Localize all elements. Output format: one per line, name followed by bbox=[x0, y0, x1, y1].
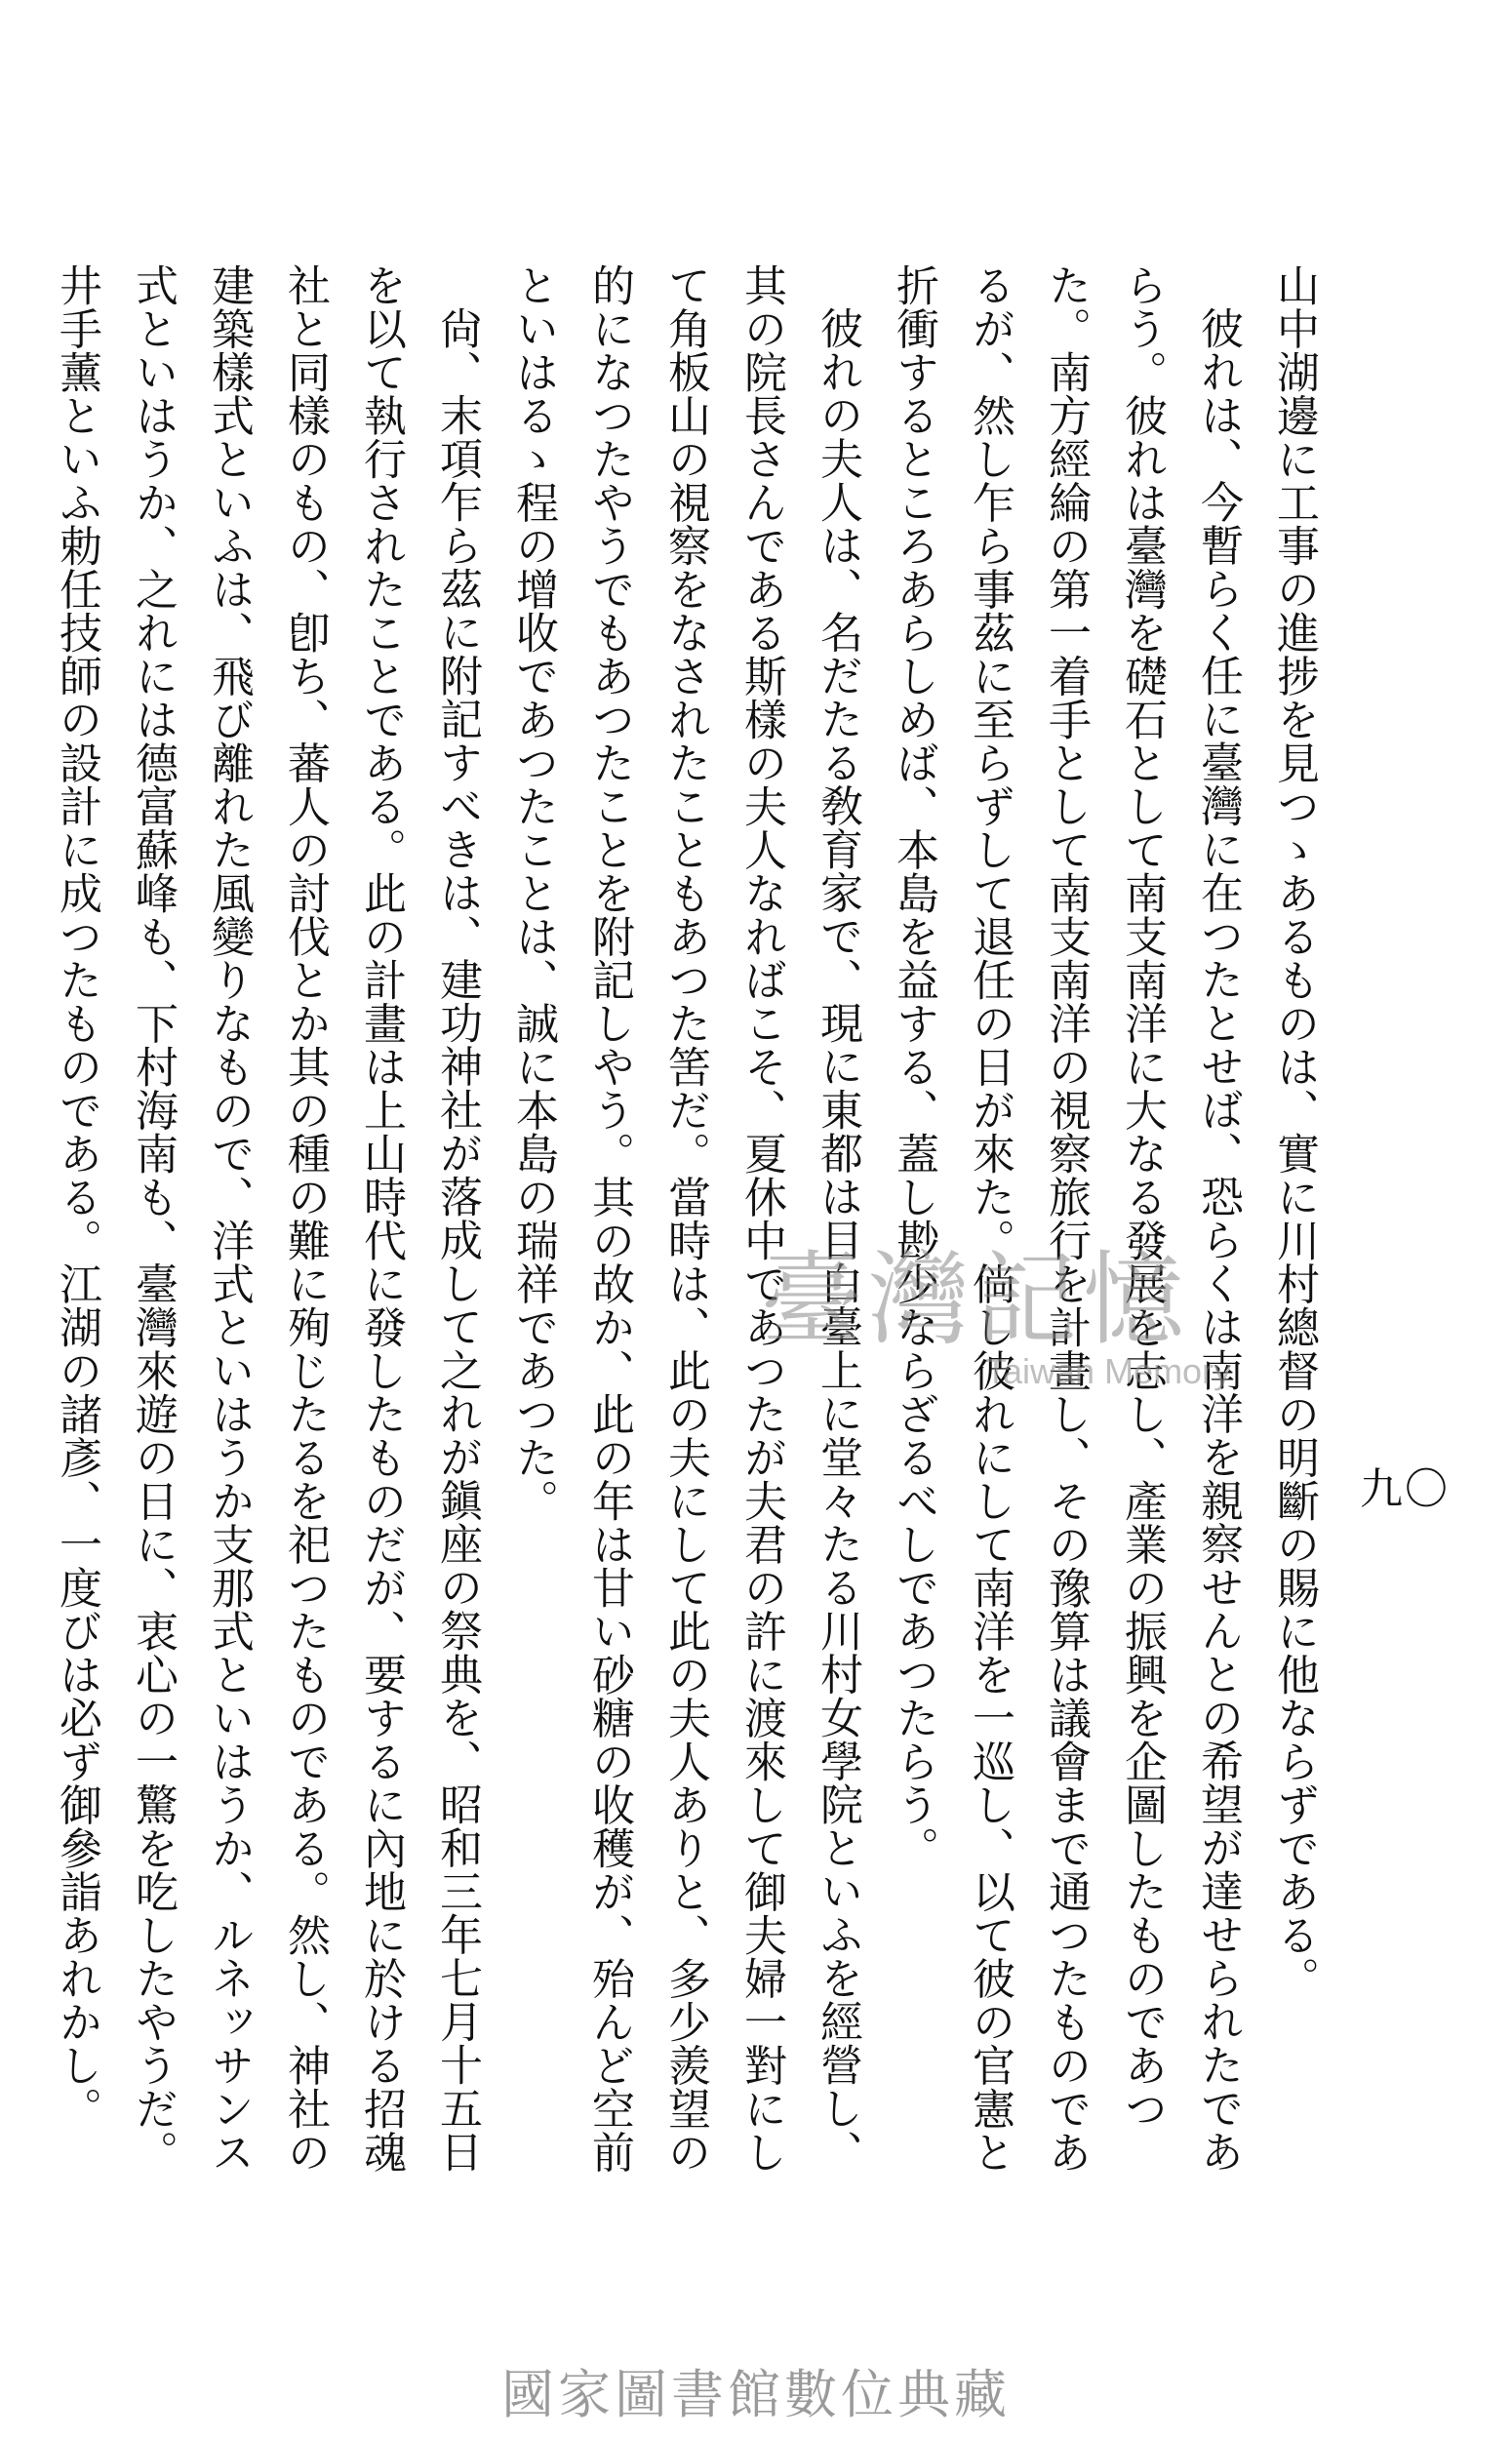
paragraph-2: 彼れは、今暫らく任に臺灣に在つたとせば、恐らくは南洋を親察せんとの希望が達せられたであらう。彼れは臺灣を礎石として南支南洋に大なる發展を志し、產業の振興を企圖したものであつた。南方經綸の第一着手として南支南洋の視察旅行を計畫し、その豫算は議會まで通つたものであるが、然し乍ら事茲に至らずして退任の日が來た。倘し彼れにして南洋を一巡し、以て彼の官憲と折衝するところあらしめば、本島を益する、蓋し尠少ならざるべしであつたらう。 bbox=[889, 263, 1243, 2174]
paragraph-3: 彼れの夫人は、名だたる敎育家で、現に東都は目白臺上に堂々たる川村女學院といふを經營し、其の院長さんである斯樣の夫人なればこそ、夏休中であつたが夫君の許に渡來して御夫婦一對にして角板山の視察をなされたこともあつた筈だ。當時は、此の夫にして此の夫人ありと、多少羨望の的になつたやうでもあつたことを附記しやう。其の故か、此の年は甘い砂糖の收穫が、殆んど空前といはるゝ程の增收であつたことは、誠に本島の瑞祥であつた。 bbox=[508, 263, 862, 2174]
vertical-text-body bbox=[38, 263, 1332, 2205]
paragraph-1: 山中湖邊に工事の進捗を見つゝあるものは、實に川村總督の明斷の賜に他ならずである。 bbox=[1269, 263, 1319, 2000]
library-footer: 國家圖書館數位典藏 bbox=[501, 2364, 1011, 2425]
page-number: 九〇 bbox=[1360, 1464, 1450, 1514]
watermark-english-text: Taiwan Memory bbox=[985, 1351, 1232, 1391]
watermark-chinese-text: 臺灣記憶 bbox=[761, 1240, 1191, 1359]
paragraph-4: 尙、末項乍ら茲に附記すべきは、建功神社が落成して之れが鎭座の祭典を、昭和三年七月十五日を以て執行されたことである。此の計畫は上山時代に發したものだが、要するに內地に於ける招魂社と同樣のもの、卽ち、蕃人の討伐とか其の種の難に殉じたるを祀つたものである。然し、神社の建築樣式といふは、飛び離れた風變りなもので、洋式といはうか支那式といはうか、ルネッサンス式といはうか、之れには德富蘇峰も、下村海南も、臺灣來遊の日に、衷心の一驚を吃したやうだ。井手薰といふ勅任技師の設計に成つたものである。江湖の諸彥、一度びは必ず御參詣あれかし。 bbox=[52, 263, 482, 2174]
